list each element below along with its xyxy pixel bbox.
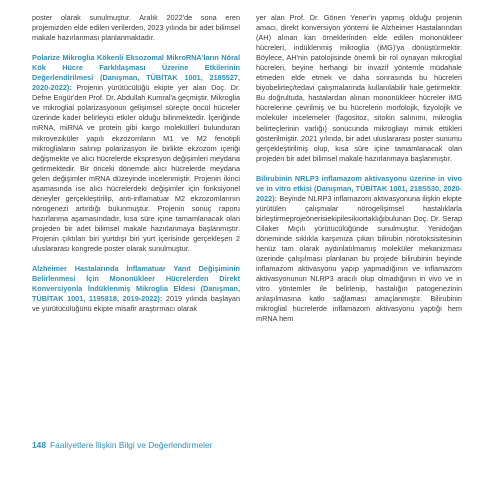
- body-text: yer alan Prof. Dr. Gönen Yener'in yapmış olduğu projenin amacı, direkt konversiyon yöntemi ile Alzheimer Hastalarından (AH) alınan kan örneklerinden elde edilen mononükleer hücreleri, indüklenmiş mikroglia (iMG)'ya dönüştürmektir. Böylece, AH'nin patolojisinde önemli bir rol oynayan mikroglial hücreleri, beyine herhangi bir invazif yöntemle müdahale etmeden elde etmek ve daha sonrasında bu hücreleri biyobelirteç/tedavi çalışmalarında kullanılabilir hale getirmektir. Bu doğrultuda, hastalardan alınan mononükleer hücreler iMG hücrelerine çevrilmiş ve bu hücrelerin morfolojik, fizyolojik ve moleküler incelemeler (fagositoz, sitokin salınımı, mikroglia belirteçlerinin varlığı) sonucunda mikrogliayı mimik ettikleri gösterilmiştir. 2021 yılında, bir adet uluslararası poster sunumu gerçekleştirilmiş olup, kısa süre içine tamamlanacak olan projeden bir adet bilimsel makale hazırlanmaya başlanmıştır.: [256, 13, 462, 163]
- body-text: Projenin yürütücülüğü ekipte yer alan Doç. Dr. Defne Engür'den Prof. Dr. Abdullah Kumral'a geçmiştir. Mikroglia ve mikroglial polarizasyonun gelişimsel süreçte öncül hücreler üzerinde kader belirleyici etkiler olduğu bilinmektedir. İçeriğinde mRNA, miRNA ve protein gibi kargo molekülleri bulunduran mikroveziküler yapılı ekzozomların M1 ve M2 fenotipli mikrogliaların salınıp polarizasyon ile birlikte ekzozom içeriği değişmekte ve alıcı hücrelerde ekspresyon değişimleri meydana getirmektedir. Bir önceki dönemde alıcı hücrelerde meydana gelen değişimler mRNA düzeyinde incelenmiştir. Projenin ikinci aşamasında ise alıcı hücrelerdeki değişimler için fonksiyonel deneyler gerçekleştirilip, anti-inflamatuar M2 ekzozomlarının nörogenezi artırdığı bulunmuştur. Projenin sonuç raporu hazırlanma aşamasındadır, kısa süre içine tamamlanacak olan projeden bir adet bilimsel makale hazırlanmaya başlanmıştır. Projenin çıktıları biri yurtdışı biri yurt içerisinde gerçekleşen 2 uluslararası kongrede poster olarak sunulmuştur.: [32, 83, 241, 254]
- page-footer: [32, 440, 212, 450]
- right-column: [256, 13, 462, 334]
- body-text: poster olarak sunulmuştur. Aralık 2022'de sona eren projemizden elde edilen verilerden, 2023 yılında bir adet bilimsel makale hazırlanması planlanmaktadır.: [32, 13, 240, 43]
- project-paragraph: [32, 53, 240, 254]
- project-heading: Alzheimer Hastalarında İnflamatuar Yanıt Değişiminin Belirlenmesi İçin Mononükleer Hücrelerden Direkt Konversiyonla İndüklenmiş Mikroglia Eldesi (Danışman, TÜBİTAK 1001, 1195818, 2019-2022):: [32, 264, 240, 304]
- project-paragraph: [32, 264, 240, 314]
- project-heading: Bilirubinin NRLP3 inflamazom aktivasyonu üzerine in vivo ve in vitro etkisi (Danışman, TÜBİTAK 1001, 218S530, 2020-2022):: [256, 173, 462, 203]
- paragraph: [256, 13, 462, 164]
- body-text: 2019 yılında başlayan ve yürütücülüğünü ekipte misafir araştırmacı olarak: [32, 294, 240, 314]
- footer-title: Faaliyetlere İlişkin Bilgi ve Değerlendirmeler: [49, 440, 213, 450]
- project-paragraph: [256, 174, 462, 325]
- paragraph: [32, 13, 240, 43]
- body-text: Beyinde NLRP3 inflamazom aktivasyonuna ilişkin ekipte yürütülen çalışmalar nörogelişimsel hastalıklarla birleştirmeprojeönerisiekipilesikıortaklığıbulunan Doç. Dr. Serap Cilaker Mıçılı yürütücülüğünde sunulmuştur. Yenidoğan döneminde sıklıkla karşımıza çıkan bilirubin nörotoksisitesinin henüz tam olarak aydınlatılmamış moleküler mekanizması üzerinde çalışılması planlanan bu projede bilirubinin beyinde inflamazom aktivasyonu yapıp yapmadığının ve inflamazom aktivasyonunun NLRP3 aracılı olup olmadığının in vivo ve in vitro yöntemler ile belirlenip, hastalığın patogenezinin anlaşılmasına katkı sağlaması amaçlanmıştır. Bilirubinin mikroglial hücrelerde inflamazom aktivasyonu yaptığı hem mRNA hem: [256, 193, 462, 324]
- page-number: 148: [32, 440, 46, 450]
- left-column: [32, 13, 240, 324]
- project-heading: Polarize Mikroglia Kökenli Eksozomal MikroRNA'ların Nöral Kök Hücre Farklılaşması Üzerine Etkilerinin Değerlendirilmesi (Danışman, TÜBİTAK 1001, 2185527, 2020-2022):: [32, 53, 240, 93]
